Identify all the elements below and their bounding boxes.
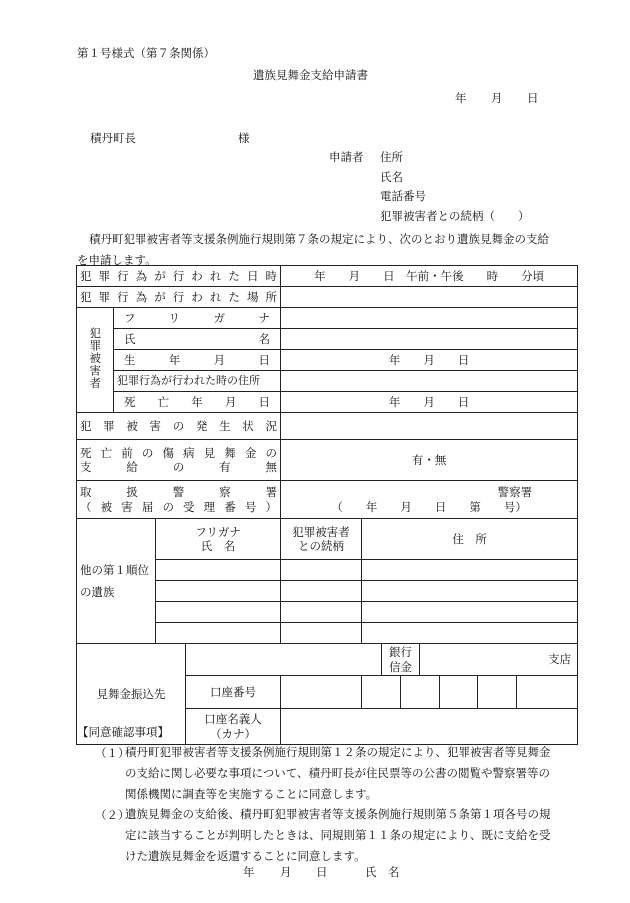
family-col-address: 住 所	[362, 519, 578, 560]
consent-item-2-number: （２）	[95, 808, 130, 822]
date-year: 年	[455, 91, 467, 105]
police-label: 取扱警察署 （被害届の受理番号）	[77, 481, 281, 519]
applicant-relation-label: 犯罪被害者との続柄（ ）	[380, 209, 530, 223]
family-row-2-name[interactable]	[156, 581, 281, 602]
injury-value: 有・無	[281, 440, 578, 481]
family-row-2-address[interactable]	[362, 581, 578, 602]
crime-place-field[interactable]	[281, 287, 578, 308]
account-digit-6[interactable]	[517, 676, 578, 709]
bank-label: 見舞金振込先	[77, 644, 186, 745]
application-form-table	[76, 265, 578, 745]
family-row-4-name[interactable]	[156, 623, 281, 644]
crime-place-label: 犯罪行為が行われた場所	[77, 287, 281, 308]
consent-item-1-number: （１）	[95, 746, 130, 760]
family-row-3-address[interactable]	[362, 602, 578, 623]
branch-label: 支店	[420, 644, 578, 676]
date-day: 日	[527, 91, 539, 105]
date-month: 月	[491, 91, 503, 105]
account-name-label: 口座名義人 （カナ）	[186, 709, 281, 745]
consent-item-2-text: 遺族見舞金の支給後、積丹町犯罪被害者等支援条例施行規則第５条第１項各号の規定に該当することが判明したときは、同規則第１１条の規定により、既に支給を受けた遺族見舞金を返還することに同意します。	[125, 807, 551, 863]
applicant-name-label: 氏名	[380, 170, 403, 184]
account-number-label: 口座番号	[186, 676, 281, 709]
victim-name-label: 氏名	[114, 329, 281, 350]
applicant-label: 申請者	[329, 150, 364, 164]
account-digit-4[interactable]	[440, 676, 478, 709]
family-row-3-relation[interactable]	[281, 602, 362, 623]
footer-year: 年	[243, 865, 255, 879]
family-label: 他の第１順位の遺族	[77, 519, 156, 644]
family-row-4-address[interactable]	[362, 623, 578, 644]
crime-datetime-value: 年 月 日 午前・午後 時 分頃	[281, 266, 578, 287]
account-digit-3[interactable]	[401, 676, 440, 709]
bank-type: 銀行 信金	[382, 644, 420, 676]
victim-address-label: 犯罪行為が行われた時の住所	[114, 371, 281, 392]
family-row-1-address[interactable]	[362, 560, 578, 581]
applicant-phone-label: 電話番号	[380, 189, 426, 203]
victim-death-label: 死亡年月日	[114, 392, 281, 413]
footer-day: 日	[316, 865, 328, 879]
applicant-address-label: 住所	[380, 150, 403, 164]
honorific: 様	[238, 131, 250, 145]
victim-death-value: 年 月 日	[281, 392, 578, 413]
family-row-4-relation[interactable]	[281, 623, 362, 644]
bank-name-field[interactable]	[186, 644, 382, 676]
family-row-3-name[interactable]	[156, 602, 281, 623]
consent-heading: 【同意確認事項】	[77, 725, 169, 739]
crime-datetime-label: 犯罪行為が行われた日時	[77, 266, 281, 287]
page-title: 遺族見舞金支給申請書	[253, 68, 368, 82]
police-value: 警察署 （ 年 月 日 第 号）	[281, 481, 578, 519]
footer-month: 月	[280, 865, 292, 879]
damage-label: 犯罪被害の発生状況	[77, 413, 281, 440]
victim-birth-value: 年 月 日	[281, 350, 578, 371]
family-col-relation: 犯罪被害者 との続柄	[281, 519, 362, 560]
victim-birth-label: 生年月日	[114, 350, 281, 371]
victim-address-field[interactable]	[281, 371, 578, 392]
form-number: 第１号様式（第７条関係）	[77, 46, 215, 60]
family-row-2-relation[interactable]	[281, 581, 362, 602]
victim-furigana-field[interactable]	[281, 308, 578, 329]
account-digit-5[interactable]	[478, 676, 517, 709]
footer-name-label: 氏 名	[365, 865, 400, 879]
addressee: 積丹町長	[90, 131, 136, 145]
family-col-name: フリガナ 氏 名	[156, 519, 281, 560]
victim-group-label: 犯罪被害者	[77, 308, 114, 413]
injury-label: 死亡前の傷病見舞金の 支給の有無	[77, 440, 281, 481]
damage-field[interactable]	[281, 413, 578, 440]
consent-item-1-text: 積丹町犯罪被害者等支援条例施行規則第１２条の規定により、犯罪被害者等見舞金の支給に関し必要な事項について、積丹町長が住民票等の公書の閲覧や警察署等の関係機関に調査等を実施することに同意します。	[125, 745, 551, 801]
account-name-field[interactable]	[281, 709, 578, 745]
family-row-1-name[interactable]	[156, 560, 281, 581]
account-digit-1[interactable]	[281, 676, 362, 709]
victim-name-field[interactable]	[281, 329, 578, 350]
account-digit-2[interactable]	[362, 676, 401, 709]
victim-furigana-label: フリガナ	[114, 308, 281, 329]
intro-text: 積丹町犯罪被害者等支援条例施行規則第７条の規定により、次のとおり遺族見舞金の支給を申請します。	[77, 232, 549, 267]
family-row-1-relation[interactable]	[281, 560, 362, 581]
